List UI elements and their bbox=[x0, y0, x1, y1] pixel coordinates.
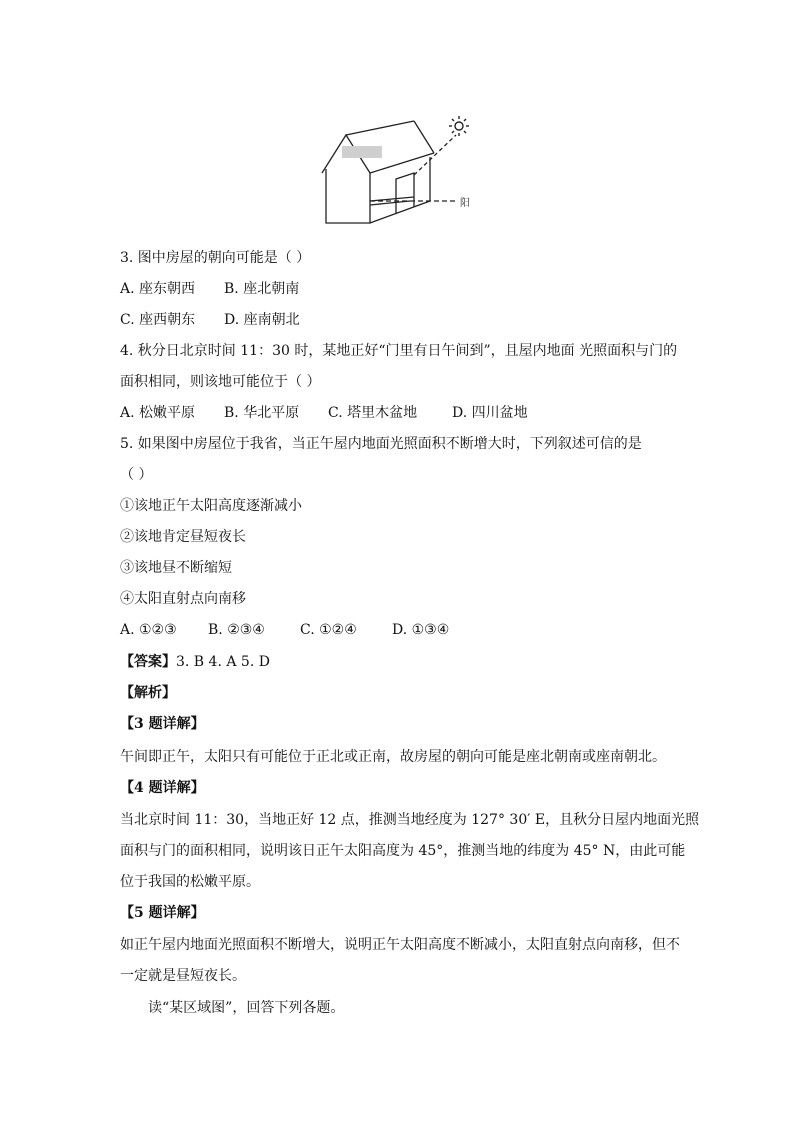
q3-option-b: B. 座北朝南 bbox=[224, 281, 300, 297]
floor-light-line bbox=[370, 197, 414, 201]
q5-option-a: A. ①②③ bbox=[120, 622, 177, 638]
q5-statement-3: ③该地昼不断缩短 bbox=[120, 560, 232, 576]
q4-option-c: C. 塔里木盆地 bbox=[328, 405, 418, 421]
roof-ridge bbox=[346, 121, 414, 135]
q5-option-d: D. ①③④ bbox=[392, 622, 450, 638]
analysis-label: 【解析】 bbox=[120, 685, 176, 701]
detail4-label: 【4 题详解】 bbox=[120, 780, 205, 796]
q4-stem-line1: 4. 秋分日北京时间 11：30 时，某地正好“门里有日午间到”，且屋内地面 光照面积与门的 bbox=[120, 343, 678, 359]
answer-line bbox=[120, 652, 270, 672]
answer-text: 3. B 4. A 5. D bbox=[176, 654, 270, 670]
q5-option-b: B. ②③④ bbox=[208, 622, 265, 638]
answer-label: 【答案】 bbox=[120, 654, 176, 670]
q3-option-a: A. 座东朝西 bbox=[120, 281, 196, 297]
house-sun-diagram bbox=[318, 113, 484, 231]
q3-option-d: D. 座南朝北 bbox=[224, 312, 300, 328]
house-door bbox=[396, 173, 414, 213]
detail5-line1: 如正午屋内地面光照面积不断增大，说明正午太阳高度不断减小，太阳直射点向南移，但不 bbox=[120, 937, 680, 953]
q5-stem-line2: （ ） bbox=[120, 467, 153, 483]
house-sun-figure bbox=[318, 113, 484, 231]
roof-right-edge bbox=[414, 121, 434, 153]
q5-statement-4: ④太阳直射点向南移 bbox=[120, 591, 246, 607]
sun-ray bbox=[414, 135, 456, 175]
q4-option-b: B. 华北平原 bbox=[224, 405, 300, 421]
q5-option-c: C. ①②④ bbox=[300, 622, 357, 638]
q5-stem-line1: 5. 如果图中房屋位于我省，当正午屋内地面光照面积不断增大时，下列叙述可信的是 bbox=[120, 436, 642, 452]
q3-stem: 3. 图中房屋的朝向可能是（ ） bbox=[120, 250, 311, 266]
q3-options-row2 bbox=[120, 310, 300, 330]
next-section-intro: 读“某区域图”，回答下列各题。 bbox=[148, 1000, 345, 1016]
figure-label-east: 阳 bbox=[460, 198, 470, 209]
sun-icon bbox=[449, 116, 469, 136]
q3-options-row1 bbox=[120, 279, 299, 299]
house-side-wall bbox=[370, 157, 430, 223]
q5-options bbox=[120, 620, 449, 640]
house-front-wall bbox=[326, 169, 370, 223]
detail5-line2: 一定就是昼短夜长。 bbox=[120, 968, 246, 984]
q5-statement-1: ①该地正午太阳高度逐渐减小 bbox=[120, 498, 302, 514]
q5-statement-2: ②该地肯定昼短夜长 bbox=[120, 529, 246, 545]
q3-option-c: C. 座西朝东 bbox=[120, 312, 196, 328]
q4-option-a: A. 松嫩平原 bbox=[120, 405, 196, 421]
q4-options bbox=[120, 403, 528, 423]
detail4-line1: 当北京时间 11：30，当地正好 12 点，推测当地经度为 127° 30′ E，且秋分日屋内地面光照 bbox=[120, 812, 700, 828]
q4-option-d: D. 四川盆地 bbox=[452, 405, 528, 421]
q4-stem-line2: 面积相同，则该地可能位于（ ） bbox=[120, 374, 321, 390]
detail4-line3: 位于我国的松嫩平原。 bbox=[120, 874, 260, 890]
detail5-label: 【5 题详解】 bbox=[120, 905, 205, 921]
detail3-text: 午间即正午，太阳只有可能位于正北或正南，故房屋的朝向可能是座北朝南或座南朝北。 bbox=[120, 749, 666, 765]
obscured-label bbox=[342, 146, 382, 158]
detail4-line2: 面积与门的面积相同，说明该日正午太阳高度为 45°，推测当地的纬度为 45° N，由此可能 bbox=[120, 843, 686, 859]
detail3-label: 【3 题详解】 bbox=[120, 716, 205, 732]
